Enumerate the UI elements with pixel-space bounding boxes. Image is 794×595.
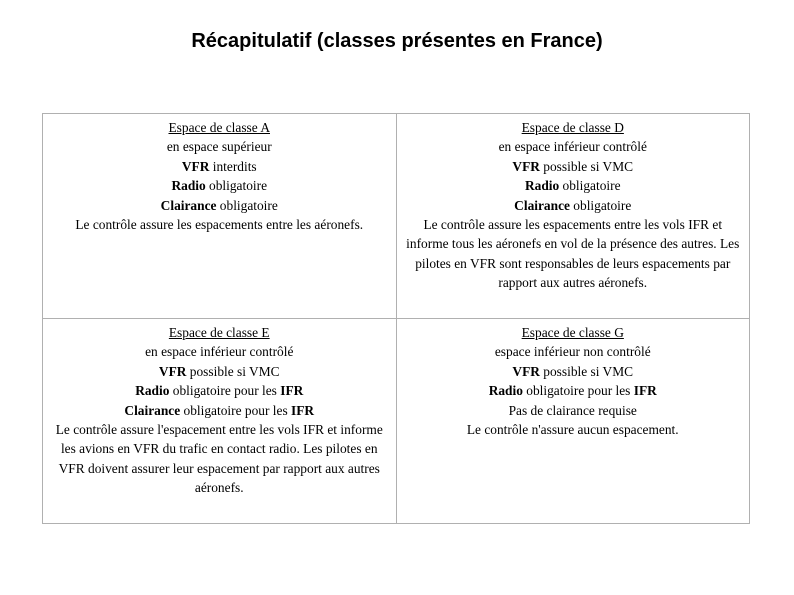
ifr-key: IFR (291, 402, 315, 418)
radio-rule: obligatoire (205, 178, 268, 194)
class-d-vfr (405, 157, 742, 176)
cell-class-d (396, 114, 750, 319)
ifr-key: IFR (280, 383, 304, 399)
class-g-clairance: Pas de clairance requise (508, 402, 637, 418)
class-e-zone: en espace inférieur contrôlé (145, 344, 294, 360)
cell-class-g (396, 319, 750, 524)
class-d-clairance (405, 196, 742, 215)
cell-class-e (43, 319, 397, 524)
radio-key: Radio (488, 383, 523, 399)
table-row (43, 114, 750, 319)
class-d-control: Le contrôle assure les espacements entre les vols IFR et informe tous les aéronefs en vol de la présence des autres. Les pilotes en VFR sont responsables de leurs espacements par rapport aux autres aéronefs. (406, 217, 740, 291)
class-e-radio (51, 381, 388, 400)
radio-key: Radio (524, 178, 560, 194)
radio-key: Radio (171, 178, 206, 194)
class-a-clairance (51, 196, 388, 215)
class-d-heading: Espace de classe D (521, 120, 624, 135)
vfr-key: VFR (512, 158, 540, 174)
class-e-heading: Espace de classe E (168, 325, 270, 340)
class-e-vfr (51, 362, 388, 381)
vfr-key: VFR (512, 363, 540, 379)
clairance-key: Clairance (160, 197, 217, 213)
vfr-key: VFR (181, 158, 210, 174)
radio-rule: obligatoire pour les (522, 383, 634, 399)
class-g-vfr (405, 362, 742, 381)
radio-rule: obligatoire pour les (169, 383, 281, 399)
vfr-rule: interdits (209, 158, 257, 174)
vfr-key: VFR (158, 363, 187, 379)
radio-rule: obligatoire (559, 178, 621, 194)
clairance-rule: obligatoire (216, 197, 278, 213)
vfr-rule: possible si VMC (539, 363, 634, 379)
table-row (43, 319, 750, 524)
class-g-radio (405, 381, 742, 400)
clairance-rule: obligatoire pour les (180, 402, 292, 418)
vfr-rule: possible si VMC (539, 158, 634, 174)
class-d-radio (405, 176, 742, 195)
cell-class-a (43, 114, 397, 319)
radio-key: Radio (135, 383, 170, 399)
class-g-control: Le contrôle n'assure aucun espacement. (466, 422, 679, 438)
clairance-key: Clairance (124, 402, 181, 418)
page-title: Récapitulatif (classes présentes en France) (191, 30, 603, 52)
class-g-heading: Espace de classe G (521, 325, 624, 340)
class-e-control: Le contrôle assure l'espacement entre les vols IFR et informe les avions en VFR du trafic en contact radio. Les pilotes en VFR doivent assurer leur espacement par rapport aux autres aéronefs. (55, 422, 383, 496)
class-a-heading: Espace de classe A (168, 120, 270, 135)
vfr-rule: possible si VMC (186, 363, 280, 379)
ifr-key: IFR (633, 383, 657, 399)
class-g-zone: espace inférieur non contrôlé (494, 344, 651, 360)
classes-table (42, 113, 750, 524)
clairance-key: Clairance (514, 197, 570, 213)
class-d-zone: en espace inférieur contrôlé (498, 139, 647, 155)
class-a-vfr (51, 157, 388, 176)
class-a-control: Le contrôle assure les espacements entre les aéronefs. (75, 217, 364, 233)
class-e-clairance (51, 401, 388, 420)
class-a-radio (51, 176, 388, 195)
clairance-rule: obligatoire (569, 197, 632, 213)
class-a-zone: en espace supérieur (166, 139, 272, 155)
